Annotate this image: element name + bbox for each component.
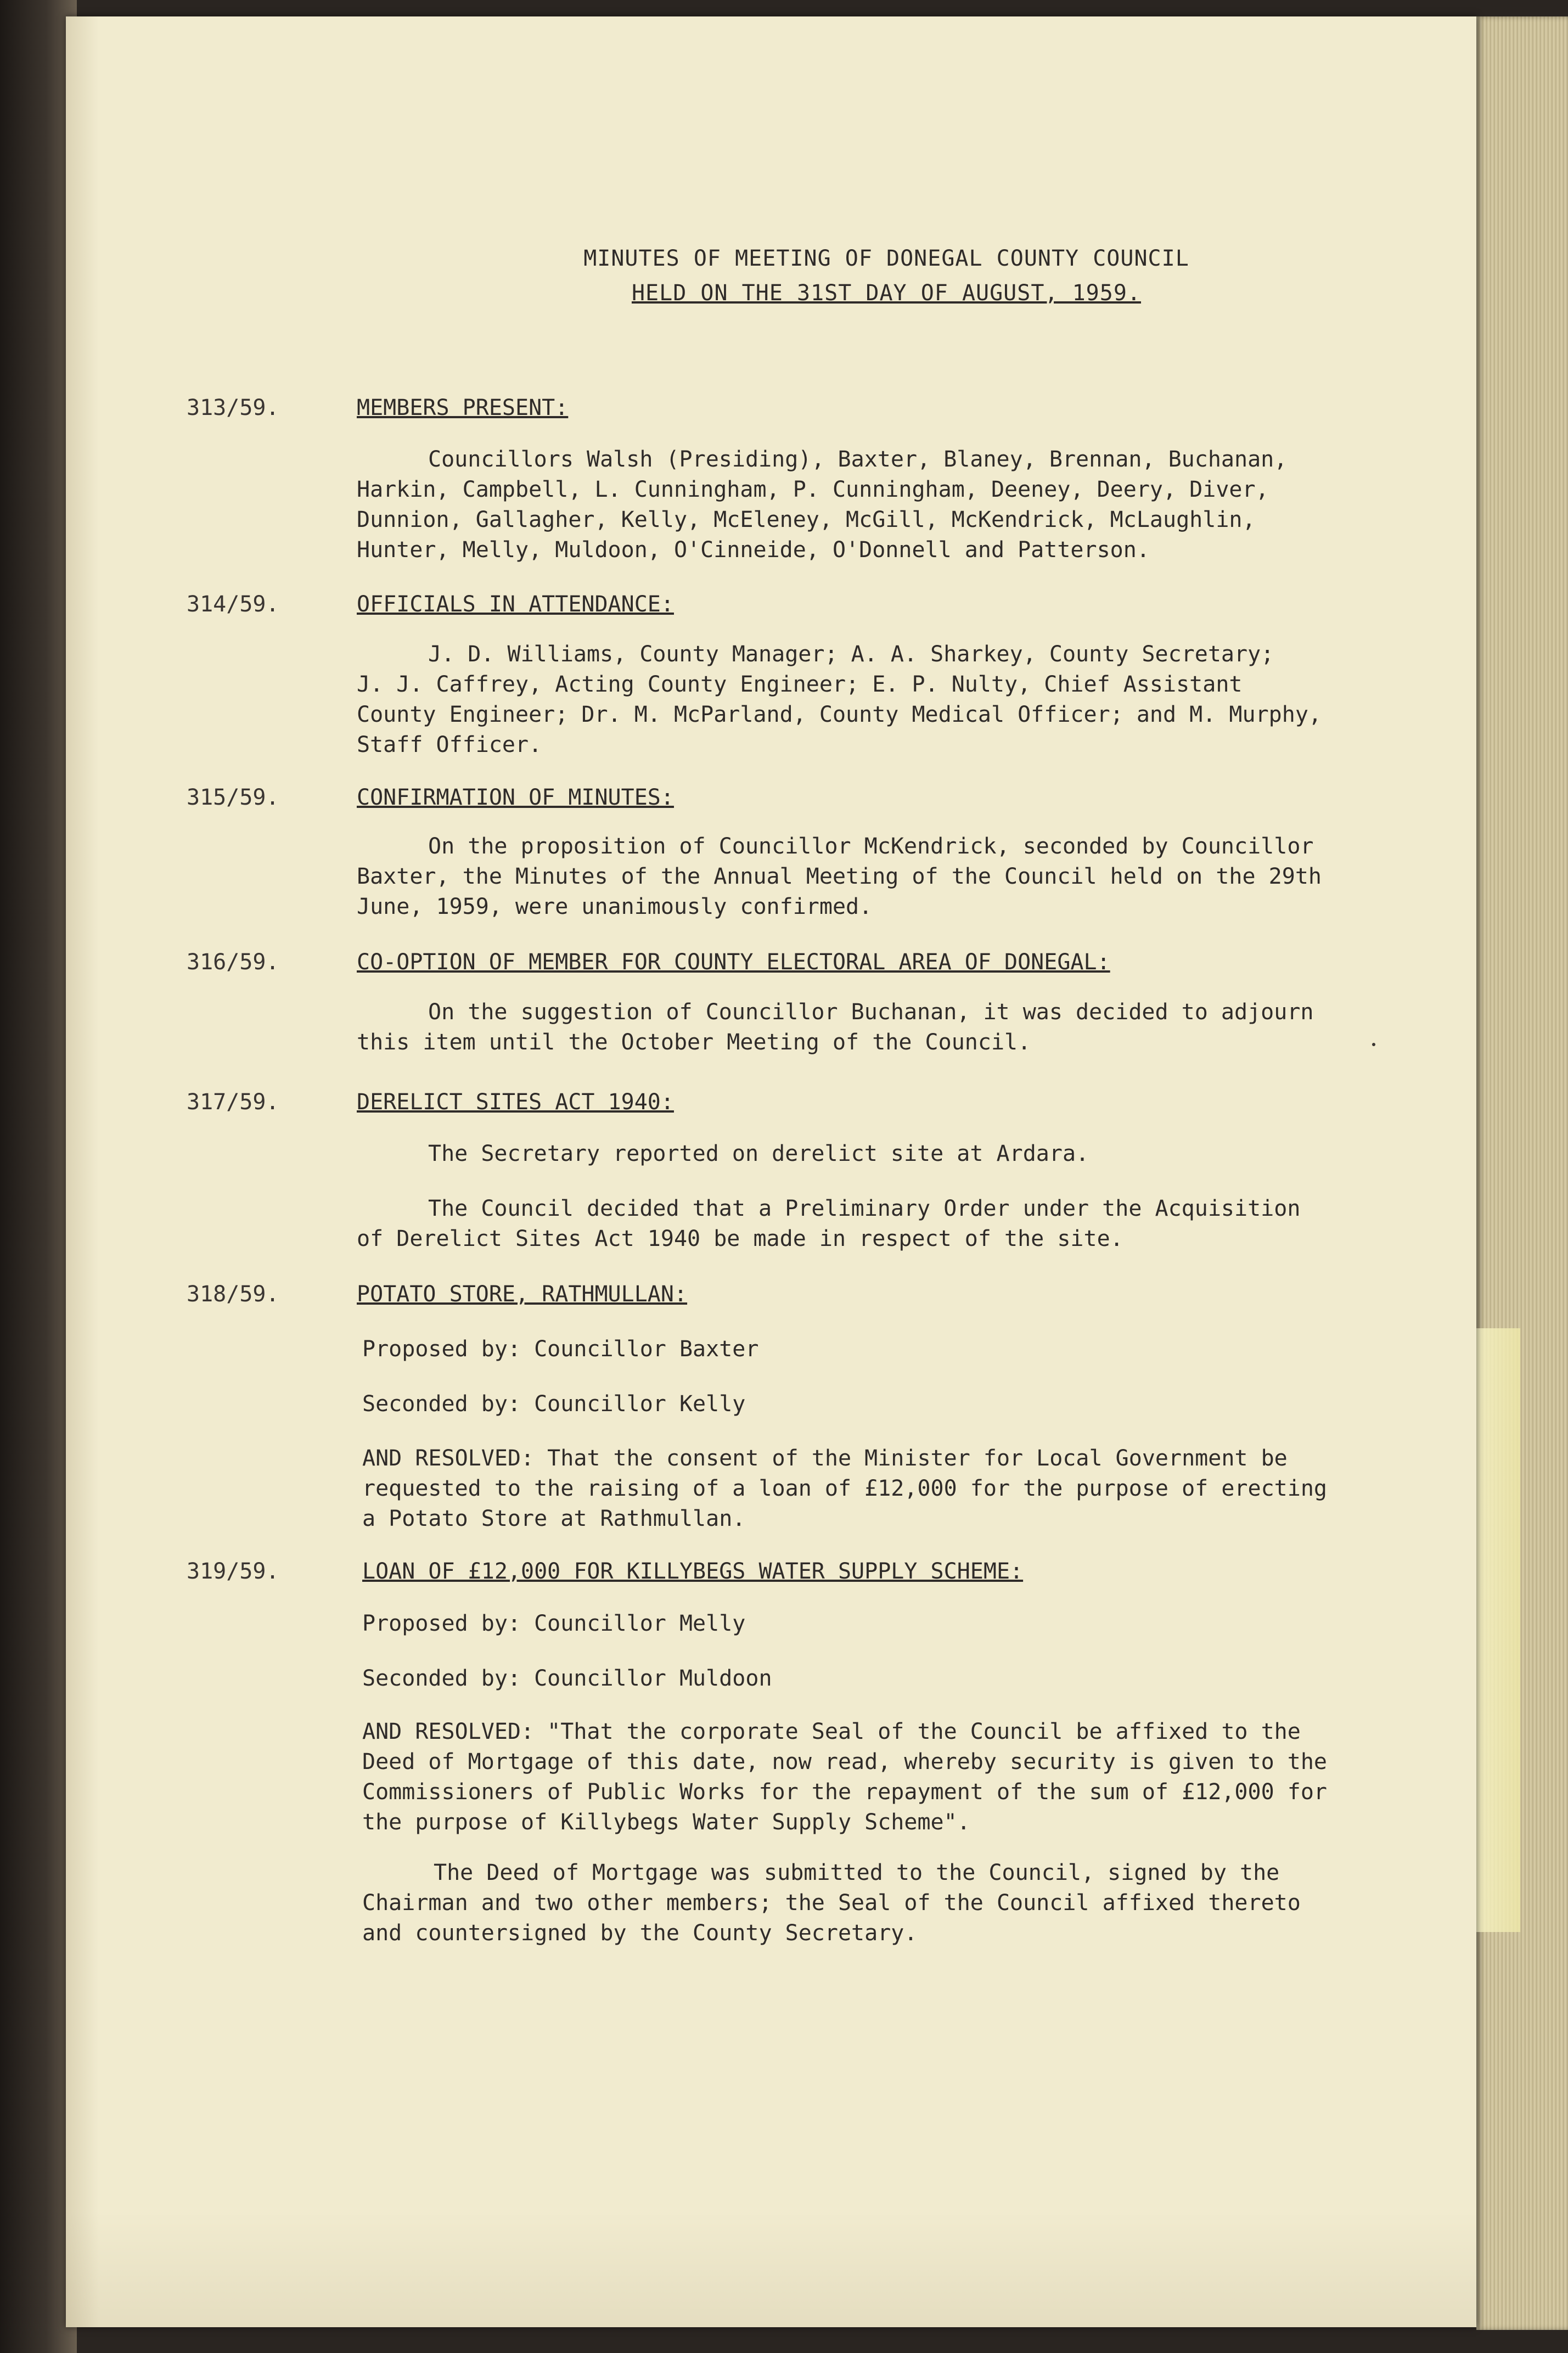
entry-number-318: 318/59.: [187, 1282, 279, 1307]
minutes-document: [66, 16, 1476, 2327]
potato-store-resolution: AND RESOLVED: That the consent of the Minister for Local Government be requested to the raising of a loan of £12,000 for the purpose of erecting a Potato Store at Rathmullan.: [362, 1446, 1327, 1531]
entry-number-313: 313/59.: [187, 395, 279, 420]
document-subtitle: HELD ON THE 31ST DAY OF AUGUST, 1959.: [631, 280, 1142, 306]
ink-speck: [1372, 1043, 1375, 1046]
co-option-text: On the suggestion of Councillor Buchanan, it was decided to adjourn this item until the October Meeting of the Council.: [357, 999, 1314, 1055]
members-present-text: Councillors Walsh (Presiding), Baxter, Blaney, Brennan, Buchanan, Harkin, Campbell, L. Cunningham, P. Cunningham, Deeney, Deery, Diver, Dunnion, Gallagher, Kelly, McEleney, McGill, McKendrick, McLaughlin, Hunter, Melly, Muldoon, O'Cinneide, O'Donnell and Patterson.: [357, 447, 1288, 563]
heading-killybegs-loan: LOAN OF £12,000 FOR KILLYBEGS WATER SUPPLY SCHEME:: [362, 1559, 1024, 1584]
derelict-sites-report: The Secretary reported on derelict site at Ardara.: [428, 1141, 1089, 1166]
potato-store-proposed: Proposed by: Councillor Baxter: [362, 1336, 759, 1362]
document-title: MINUTES OF MEETING OF DONEGAL COUNTY COUNCIL: [583, 246, 1189, 271]
heading-confirmation: CONFIRMATION OF MINUTES:: [357, 785, 674, 810]
entry-number-314: 314/59.: [187, 592, 279, 617]
entry-number-315: 315/59.: [187, 785, 279, 810]
killybegs-seconded: Seconded by: Councillor Muldoon: [362, 1666, 772, 1691]
killybegs-resolution: AND RESOLVED: "That the corporate Seal of the Council be affixed to the Deed of Mortgage of this date, now read, whereby security is given to the Commissioners of Public Works for the repayment of the sum of £12,000 for the purpose of Killybegs Water Supply Scheme".: [362, 1719, 1327, 1835]
heading-derelict-sites: DERELICT SITES ACT 1940:: [357, 1090, 674, 1115]
officials-text: J. D. Williams, County Manager; A. A. Sharkey, County Secretary; J. J. Caffrey, Acting County Engineer; E. P. Nulty, Chief Assistant County Engineer; Dr. M. McParland, County Medical Officer; and M. Murphy, Staff Officer.: [357, 642, 1322, 757]
heading-members-present: MEMBERS PRESENT:: [357, 395, 569, 420]
yellow-page-tab: [1476, 1328, 1520, 1932]
heading-officials: OFFICIALS IN ATTENDANCE:: [357, 592, 674, 617]
potato-store-seconded: Seconded by: Councillor Kelly: [362, 1391, 746, 1417]
binding-shadow: [0, 0, 77, 2353]
killybegs-proposed: Proposed by: Councillor Melly: [362, 1611, 746, 1636]
page-edges: [1476, 16, 1568, 2330]
deed-of-mortgage-text: The Deed of Mortgage was submitted to the Council, signed by the Chairman and two other members; the Seal of the Council affixed thereto and countersigned by the County Secretary.: [362, 1860, 1301, 1946]
entry-number-319: 319/59.: [187, 1559, 279, 1584]
entry-number-317: 317/59.: [187, 1090, 279, 1115]
confirmation-text: On the proposition of Councillor McKendrick, seconded by Councillor Baxter, the Minutes of the Annual Meeting of the Council held on the 29th June, 1959, were unanimously confirmed.: [357, 834, 1322, 919]
derelict-sites-decision: The Council decided that a Preliminary Order under the Acquisition of Derelict Sites Act 1940 be made in respect of the site.: [357, 1196, 1301, 1251]
entry-number-316: 316/59.: [187, 950, 279, 975]
heading-potato-store: POTATO STORE, RATHMULLAN:: [357, 1282, 688, 1307]
document-page: [66, 16, 1476, 2327]
heading-co-option: CO-OPTION OF MEMBER FOR COUNTY ELECTORAL AREA OF DONEGAL:: [357, 950, 1110, 975]
